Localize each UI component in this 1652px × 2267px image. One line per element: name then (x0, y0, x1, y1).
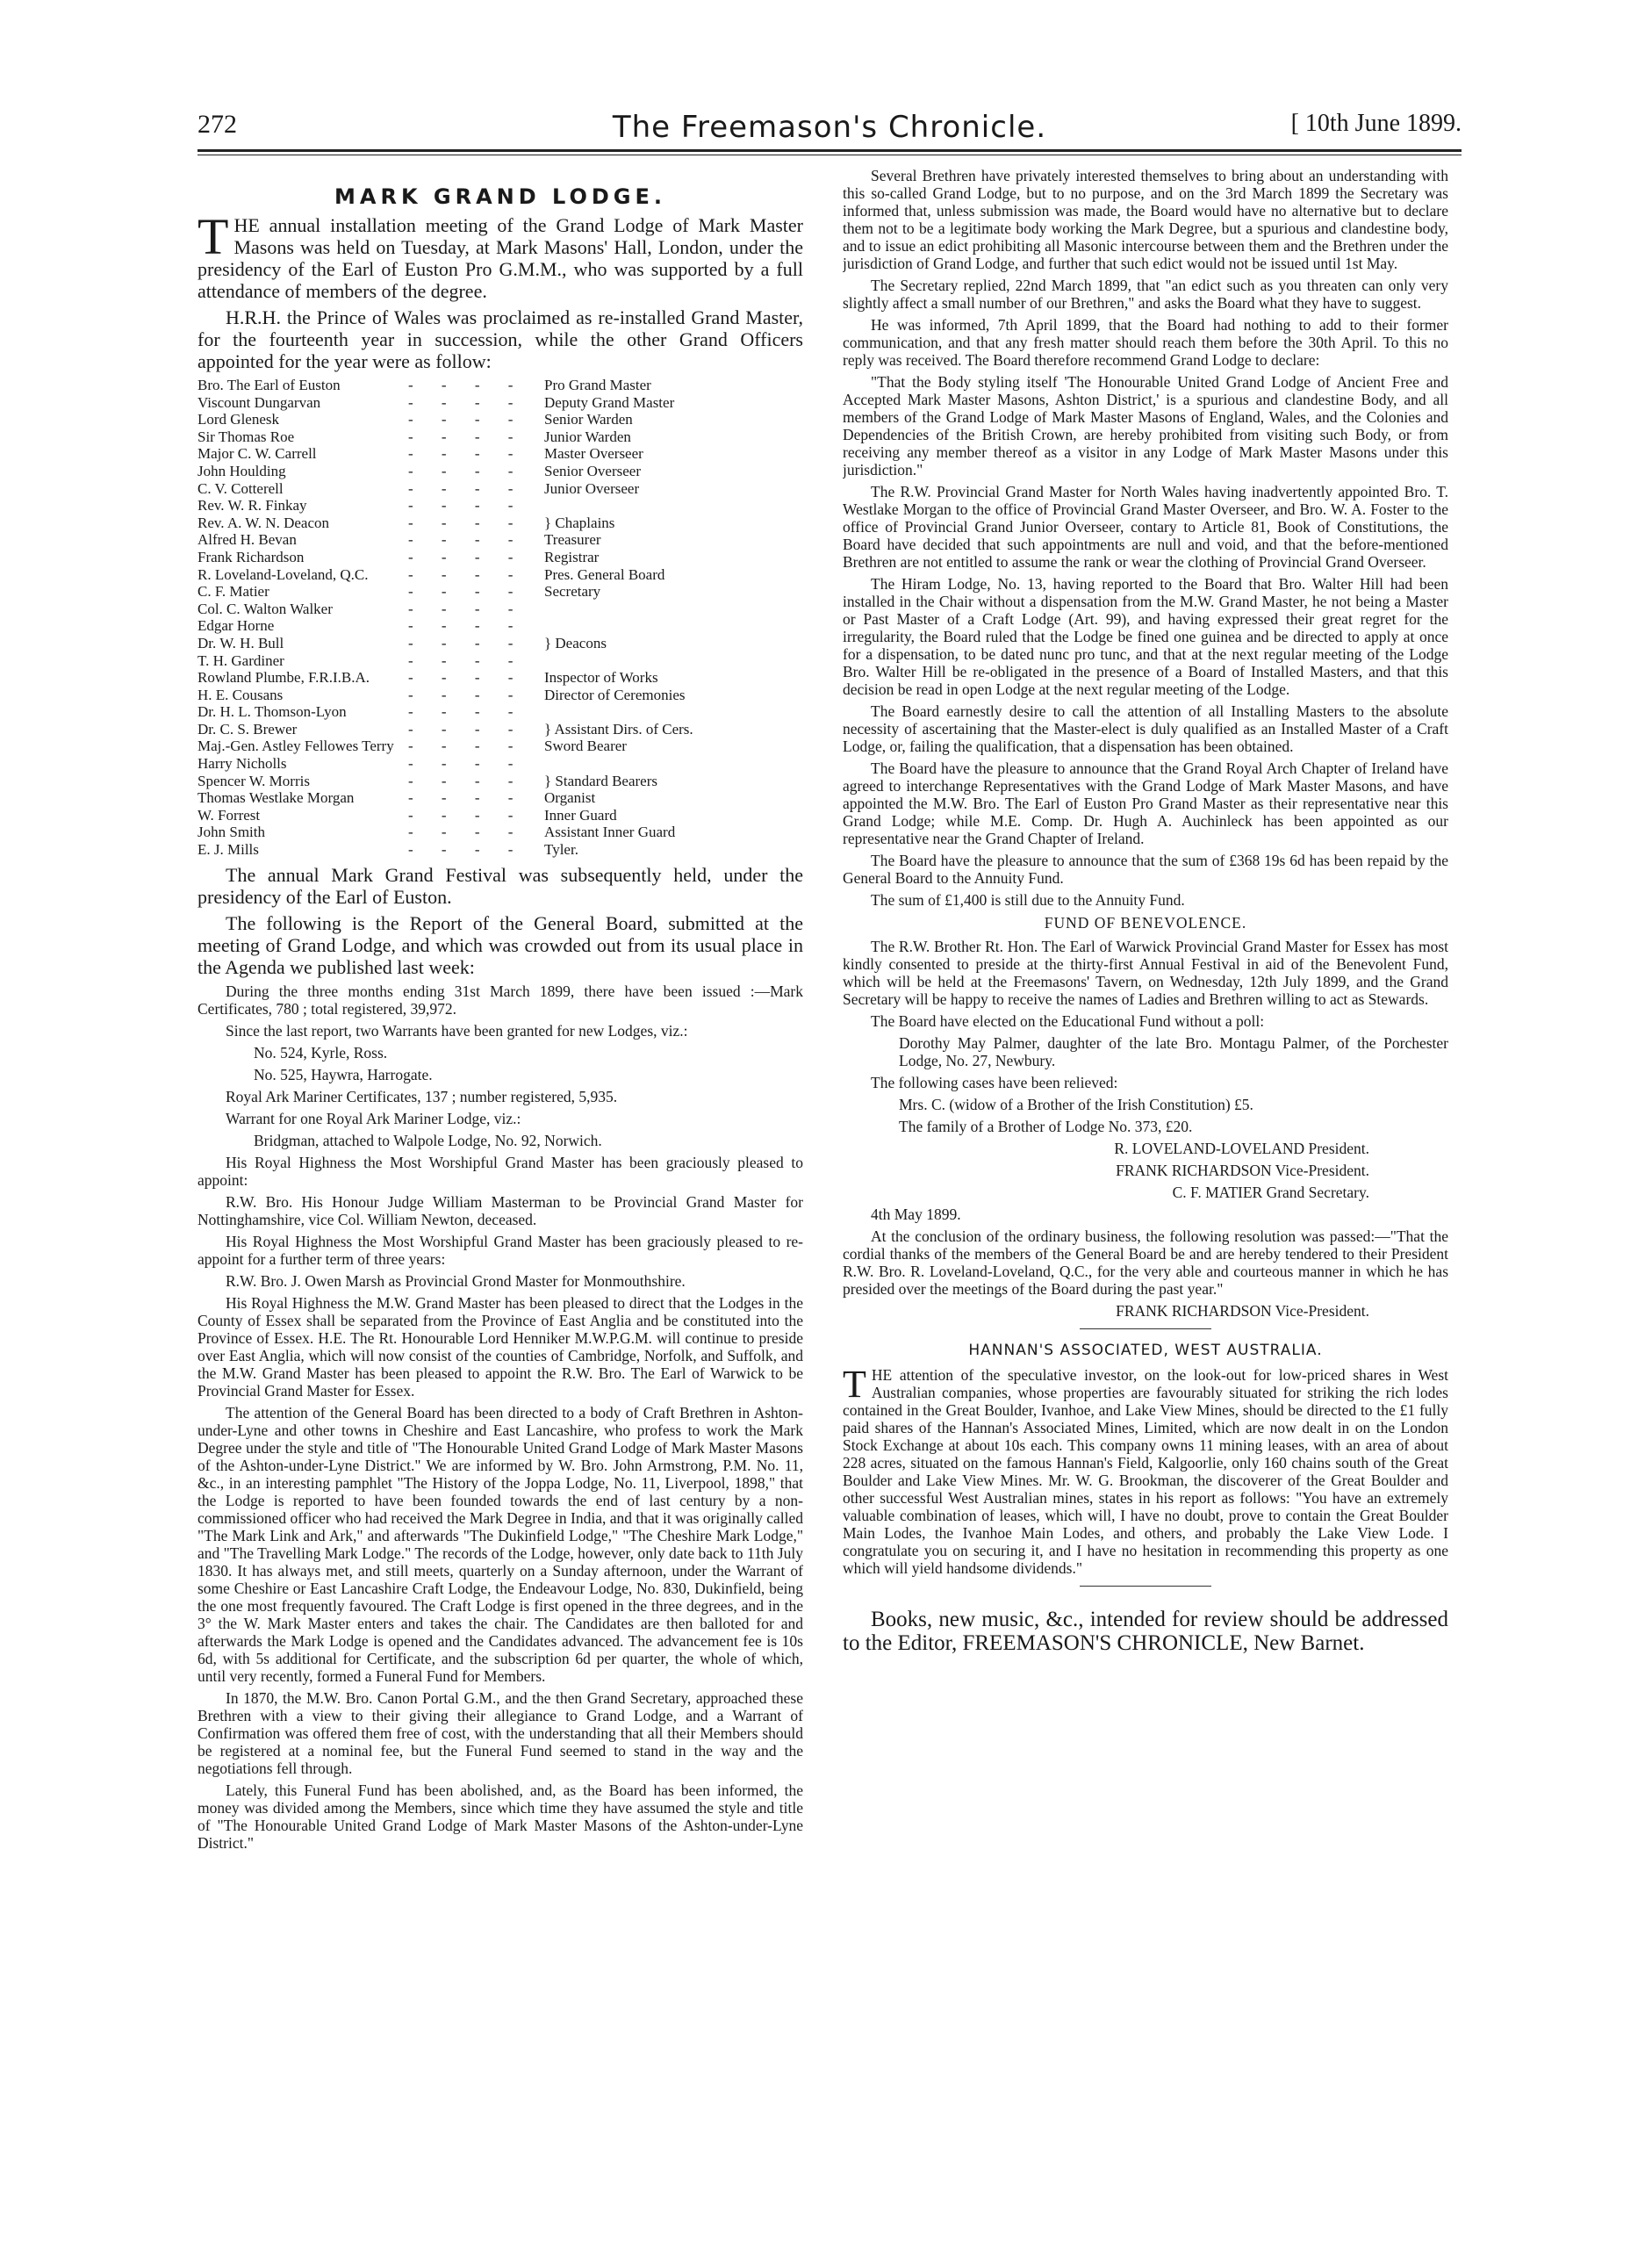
officer-office: Organist (544, 789, 596, 807)
report-paragraph: The Board have the pleasure to announce that the sum of £368 19s 6d has been repaid by the General Board to the Annuity Fund. (843, 852, 1448, 887)
leader-dashes: - - - - (408, 514, 526, 531)
report-right-text (843, 167, 1448, 909)
page-number: 272 (198, 110, 237, 139)
officer-office: Inspector of Works (544, 669, 658, 687)
officer-row (198, 463, 803, 480)
report-intro-paragraph: The following is the Report of the General Board, submitted at the meeting of Grand Lodge, and which was crowded out from its usual place in the Agenda we published last week: (198, 911, 803, 978)
resolution-signature: FRANK RICHARDSON Vice-President. (1116, 1302, 1369, 1320)
officer-name: Dr. C. S. Brewer (198, 720, 298, 738)
officer-name: Frank Richardson (198, 548, 305, 565)
hannans-heading: HANNAN'S ASSOCIATED, WEST AUSTRALIA. (968, 1342, 1323, 1359)
leader-dashes: - - - - (408, 393, 526, 411)
officer-row (198, 445, 803, 463)
leader-dashes: - - - - (408, 772, 526, 789)
officer-name: Viscount Dungarvan (198, 393, 321, 411)
leader-dashes: - - - - (408, 462, 526, 479)
report-paragraph: Warrant for one Royal Ark Mariner Lodge, viz.: (226, 1109, 521, 1127)
leader-dashes: - - - - (408, 377, 526, 393)
officer-name: Dr. H. L. Thomson-Lyon (198, 703, 347, 721)
officer-row (198, 531, 803, 549)
officer-name: T. H. Gardiner (198, 651, 284, 669)
leader-dashes: - - - - (408, 548, 526, 565)
report-paragraph: In 1870, the M.W. Bro. Canon Portal G.M., and the then Grand Secretary, approached these Brethren with a view to their giving their allegiance to Grand Lodge, and a Warrant of Confirmation was offered them free of cost, with the understanding that all their Members should be registered at a nominal fee, but the Funeral Fund seemed to stand in the way and the negotiations fell through. (198, 1688, 803, 1777)
officer-row (198, 738, 803, 755)
leader-dashes: - - - - (408, 686, 526, 703)
officer-row (198, 549, 803, 566)
officer-row (198, 773, 803, 790)
officer-row (198, 669, 803, 687)
hannans-paragraph: THE attention of the speculative investor, on the look-out for low-priced shares in West Australian companies, whose properties are favourably situated for striking the rich lodes contained in the Great Boulder, Ivanhoe, and Lake View Mines, should be directed to the £1 fully paid shares of the Hannan's Associated Mines, Limited, which are now dealt in on the London Stock Exchange at about 10s each. This company owns 11 mining leases, with an area of about 228 acres, situated on the famous Hannan's Field, Kalgoorlie, only 160 chains south of the Great Boulder and Lake View Mines. Mr. W. G. Brookman, the discoverer of the Great Boulder and other successful West Australian mines, states in his report as follows: "You have an extremely valuable combination of leases, which will, I have no doubt, prove to contain the Great Boulder Main Lodes, the Ivanhoe Main Lodes, and others, and probably the Lake View Lode. I congratulate you on securing it, and I have no hesitation in recommending this property as one which will yield handsome dividends." (843, 1363, 1448, 1577)
officer-row (198, 515, 803, 532)
newspaper-title: The Freemason's Chronicle. (612, 110, 1047, 145)
officer-office: Director of Ceremonies (544, 686, 686, 703)
report-paragraph: The attention of the General Board has been directed to a body of Craft Brethren in Ashton-under-Lyne and other towns in Cheshire and East Lancashire, who profess to work the Mark Degree under the style and title of "The Honourable United Grand Lodge of Mark Master Masons of the Ashton-under-Lyne District." We are informed by W. Bro. John Armstrong, P.M. No. 11, &c., in an interesting pamphlet "The History of the Joppa Lodge, No. 11, Liverpool, 1898," that the Lodge is reported to have been founded towards the end of last century by a non-commissioned officer who had received the Mark Degree in India, and that it was originally called "The Mark Link and Ark," and afterwards "The Dukinfield Lodge," "The Cheshire Mark Lodge," and "The Travelling Mark Lodge." The records of the Lodge, however, only date back to 11th July 1830. It has always met, and still meets, quarterly on a Sunday afternoon, under the Warrant of some Cheshire or East Lancashire Craft Lodge, the Endeavour Lodge, No. 830, Dukinfield, being the one most frequently favoured. The Craft Lodge is first opened in the three degrees, and in the 3° the W. Mark Master enters and takes the chair. The Candidates are then balloted for and afterwards the Mark Lodge is opened and the Candidates advanced. The advancement fee is 10s 6d, with 5s additional for Certificate, and the subscription 6d per quarter, the whole of which, until very recently, formed a Funeral Fund for Members. (198, 1403, 803, 1685)
officer-office (544, 601, 803, 618)
officer-row (198, 480, 803, 498)
officer-row (198, 377, 803, 394)
fund-paragraph: The family of a Brother of Lodge No. 373, £20. (899, 1118, 1193, 1135)
leader-dashes: - - - - (408, 411, 526, 428)
officer-office: Junior Warden (544, 428, 631, 445)
officer-office: Registrar (544, 548, 600, 565)
sign-date: 4th May 1899. (871, 1205, 961, 1223)
officer-row (198, 703, 803, 721)
report-paragraph: R.W. Bro. His Honour Judge William Masterman to be Provincial Grand Master for Nottinghamshire, vice Col. William Newton, deceased. (198, 1192, 803, 1228)
officer-office (544, 617, 803, 635)
report-paragraph: His Royal Highness the M.W. Grand Master has been pleased to direct that the Lodges in the County of Essex shall be separated from the Province of East Anglia and be constituted into the Province of Essex. H.E. The Rt. Honourable Lord Henniker M.W.P.G.M. will continue to preside over East Anglia, which will now consist of the counties of Cambridge, Norfolk, and Suffolk, and the M.W. Grand Master has been pleased to appoint the R.W. Bro. The Earl of Warwick to be Provincial Grand Master for Essex. (198, 1293, 803, 1400)
leader-dashes: - - - - (408, 841, 526, 859)
officer-name: C. V. Cotterell (198, 479, 284, 497)
report-paragraph: His Royal Highness the Most Worshipful Grand Master has been graciously pleased to re-appoint for a further term of three years: (198, 1232, 803, 1268)
fund-heading: FUND OF BENEVOLENCE. (1044, 914, 1247, 932)
leader-dashes: - - - - (408, 824, 526, 841)
leader-dashes: - - - - (408, 738, 526, 755)
drop-cap: T (843, 1363, 866, 1406)
report-paragraph: Bridgman, attached to Walpole Lodge, No. 92, Norwich. (254, 1131, 602, 1149)
officer-office (544, 755, 803, 773)
proclamation-paragraph: H.R.H. the Prince of Wales was proclaimed as re-installed Grand Master, for the fourteenth year in succession, while the other Grand Officers appointed for the year were as follow: (198, 306, 803, 372)
fund-paragraph: Dorothy May Palmer, daughter of the late Bro. Montagu Palmer, of the Porchester Lodge, No. 27, Newbury. (899, 1034, 1448, 1069)
officer-row (198, 687, 803, 704)
leader-dashes: - - - - (408, 651, 526, 669)
officer-name: W. Forrest (198, 806, 261, 824)
drop-cap: T (198, 208, 229, 265)
officer-office: } Chaplains (544, 514, 615, 531)
officer-name: Rev. W. R. Finkay (198, 497, 307, 515)
fund-paragraph: The Board have elected on the Educational Fund without a poll: (871, 1012, 1265, 1030)
officer-row (198, 428, 803, 446)
officer-row (198, 497, 803, 515)
officer-office: Sword Bearer (544, 738, 627, 755)
officer-name: Bro. The Earl of Euston (198, 377, 341, 393)
officer-row (198, 807, 803, 824)
officer-office (544, 703, 803, 721)
report-paragraph: Lately, this Funeral Fund has been abolished, and, as the Board has been informed, the money was divided among the Members, since which time they have assumed the style and title of "The Honourable United Grand Lodge of Mark Master Masons of the Ashton-under-Lyne District." (198, 1781, 803, 1852)
fund-paragraph: The R.W. Brother Rt. Hon. The Earl of Warwick Provincial Grand Master for Essex has most kindly consented to preside at the thirty-first Annual Festival in aid of the Benevolent Fund, which will be held at the Freemasons' Tavern, on Wednesday, 12th July 1899, and the Grand Secretary will be happy to receive the names of Ladies and Brethren willing to act as Stewards. (843, 938, 1448, 1008)
officer-name: Major C. W. Carrell (198, 445, 317, 463)
leader-dashes: - - - - (408, 755, 526, 773)
officer-office: Tyler. (544, 841, 578, 859)
leader-dashes: - - - - (408, 445, 526, 463)
officer-row (198, 601, 803, 618)
leader-dashes: - - - - (408, 703, 526, 721)
officer-office: Pres. General Board (544, 565, 665, 583)
officer-office (544, 497, 803, 515)
officer-name: R. Loveland-Loveland, Q.C. (198, 565, 369, 583)
leader-dashes: - - - - (408, 583, 526, 601)
officer-name: Dr. W. H. Bull (198, 634, 284, 651)
report-paragraph: The R.W. Provincial Grand Master for North Wales having inadvertently appointed Bro. T. Westlake Morgan to the office of Provincial Grand Master Overseer, and Bro. W. A. Foster to the office of Provincial Grand Junior Overseer, contary to Article 81, Book of Constitutions, the Board have decided that such appointments are null and void, and that the before-mentioned Brethren are not entitled to assume the rank or wear the clothing of Provincial Grand Overseer. (843, 483, 1448, 571)
intro-paragraph: THE annual installation meeting of the Grand Lodge of Mark Master Masons was held on Tuesday, at Mark Masons' Hall, London, under the presidency of the Earl of Euston Pro G.M.M., who was supported by a full attendance of members of the degree. (198, 208, 803, 302)
officer-office: Assistant Inner Guard (544, 824, 676, 841)
resolution-paragraph: At the conclusion of the ordinary business, the following resolution was passed:—"That the cordial thanks of the members of the General Board be and are hereby tendered to their President R.W. Bro. R. Loveland-Loveland, Q.C., for the very able and courteous manner in which he has presided over the meetings of the Board during the past year." (843, 1227, 1448, 1298)
report-paragraph: The Board earnestly desire to call the attention of all Installing Masters to the absolute necessity of ascertaining that the Master-elect is duly qualified as an Installed Master of a Craft Lodge, or, failing the qualification, that a dispensation has been obtained. (843, 702, 1448, 755)
officer-office: Senior Overseer (544, 462, 641, 479)
officer-name: E. J. Mills (198, 841, 259, 859)
report-paragraph: The Secretary replied, 22nd March 1899, that "an edict such as you threaten can only very slightly affect a small number of our Brethren," and asks the Board what they have to suggest. (843, 277, 1448, 312)
officer-name: Harry Nicholls (198, 755, 287, 773)
officer-name: Thomas Westlake Morgan (198, 789, 355, 807)
officer-office: Junior Overseer (544, 479, 640, 497)
officer-row (198, 789, 803, 807)
leader-dashes: - - - - (408, 720, 526, 738)
right-column (843, 167, 1448, 2213)
officers-list (198, 377, 803, 859)
officer-row (198, 394, 803, 412)
leader-dashes: - - - - (408, 634, 526, 651)
leader-dashes: - - - - (408, 497, 526, 515)
leader-dashes: - - - - (408, 565, 526, 583)
officer-office: Treasurer (544, 531, 601, 549)
officer-name: Col. C. Walton Walker (198, 600, 333, 617)
section-rule (1080, 1586, 1211, 1587)
festival-paragraph: The annual Mark Grand Festival was subsequently held, under the presidency of the Earl of Euston. (198, 863, 803, 908)
officer-name: Maj.-Gen. Astley Fellowes Terry (198, 738, 394, 755)
officer-name: Spencer W. Morris (198, 772, 310, 789)
article-heading: MARK GRAND LODGE. (334, 184, 666, 209)
report-paragraph: No. 524, Kyrle, Ross. (254, 1043, 388, 1062)
officer-office: Deputy Grand Master (544, 393, 675, 411)
report-paragraph: The Hiram Lodge, No. 13, having reported to the Board that Bro. Walter Hill had been installed in the Chair without a dispensation from the M.W. Grand Master, he not being a Master or Past Master of a Craft Lodge (Art. 99), and having expressed their great regret for the irregularity, the Board ruled that the Lodge be fined one guinea and be directed to apply at once for a dispensation, to be dated nunc pro tunc, and that at the next regular meeting of the Lodge Bro. Walter Hill be re-obligated in the presence of a Board of Installed Masters, and that this decision be read in open Lodge at the next regular meeting of the Lodge. (843, 575, 1448, 698)
officer-row (198, 721, 803, 738)
officer-row (198, 411, 803, 428)
leader-dashes: - - - - (408, 600, 526, 617)
officer-name: Lord Glenesk (198, 411, 280, 428)
leader-dashes: - - - - (408, 789, 526, 807)
signature-line: R. LOVELAND-LOVELAND President. (1114, 1140, 1369, 1157)
officer-row (198, 824, 803, 841)
signatures (843, 1140, 1448, 1201)
report-paragraph: R.W. Bro. J. Owen Marsh as Provincial Grond Master for Monmouthshire. (226, 1271, 686, 1290)
review-note: Books, new music, &c., intended for review should be addressed to the Editor, FREEMASON'S CHRONICLE, New Barnet. (843, 1608, 1448, 1655)
officer-office: } Assistant Dirs. of Cers. (544, 720, 693, 738)
officer-row (198, 566, 803, 584)
officer-office: Inner Guard (544, 806, 617, 824)
report-paragraph: During the three months ending 31st March 1899, there have been issued :—Mark Certificates, 780 ; total registered, 39,972. (198, 982, 803, 1018)
fund-paragraph: The following cases have been relieved: (871, 1074, 1118, 1091)
officer-name: C. F. Matier (198, 583, 269, 601)
report-paragraph: The sum of £1,400 is still due to the Annuity Fund. (871, 891, 1185, 909)
officer-name: H. E. Cousans (198, 686, 284, 703)
signature-line: C. F. MATIER Grand Secretary. (1172, 1184, 1369, 1201)
officer-office: Master Overseer (544, 445, 643, 463)
officer-row (198, 617, 803, 635)
left-column (198, 167, 803, 2213)
officer-name: Edgar Horne (198, 617, 275, 635)
officer-office: } Deacons (544, 634, 607, 651)
officer-name: John Smith (198, 824, 265, 841)
header-rule (198, 149, 1462, 152)
officer-name: John Houlding (198, 462, 286, 479)
report-paragraph: Several Brethren have privately interested themselves to bring about an understanding with this so-called Grand Lodge, but to no purpose, and on the 3rd March 1899 the Secretary was informed that, unless submission was made, the Board would have no alternative but to declare them not to be a legitimate body working the Mark Degree, but a spurious and clandestine body, and to issue an edict prohibiting all Masonic intercourse between them and the Brethren under the jurisdiction of Grand Lodge, and further that such edict would not be issued until 1st May. (843, 167, 1448, 272)
report-paragraph: The Board have the pleasure to announce that the Grand Royal Arch Chapter of Ireland have agreed to interchange Representatives with the Grand Lodge of Mark Master Masons, and have appointed the M.W. Bro. The Earl of Euston Pro Grand Master as their representative near this Grand Lodge; while M.E. Comp. Dr. Hugh A. Auchinleck has been appointed as our representative near the Grand Chapter of Ireland. (843, 759, 1448, 847)
signature-line: FRANK RICHARDSON Vice-President. (1116, 1162, 1369, 1179)
officer-row (198, 841, 803, 859)
leader-dashes: - - - - (408, 806, 526, 824)
report-paragraph: Royal Ark Mariner Certificates, 137 ; number registered, 5,935. (226, 1087, 618, 1105)
officer-name: Rowland Plumbe, F.R.I.B.A. (198, 669, 370, 687)
fund-text (843, 938, 1448, 1135)
leader-dashes: - - - - (408, 428, 526, 445)
leader-dashes: - - - - (408, 669, 526, 687)
officer-row (198, 652, 803, 670)
officer-row (198, 635, 803, 652)
report-left-text (198, 982, 803, 1852)
officer-row (198, 583, 803, 601)
officer-office: Pro Grand Master (544, 377, 651, 393)
officer-office (544, 652, 803, 670)
leader-dashes: - - - - (408, 479, 526, 497)
officer-office: } Standard Bearers (544, 772, 658, 789)
leader-dashes: - - - - (408, 617, 526, 635)
section-rule (1080, 1328, 1211, 1329)
officer-row (198, 755, 803, 773)
report-paragraph: No. 525, Haywra, Harrogate. (254, 1065, 433, 1083)
issue-date: [ 10th June 1899. (1290, 110, 1462, 137)
report-paragraph: Since the last report, two Warrants have been granted for new Lodges, viz.: (226, 1021, 688, 1040)
fund-paragraph: Mrs. C. (widow of a Brother of the Irish Constitution) £5. (899, 1096, 1253, 1113)
officer-name: Alfred H. Bevan (198, 531, 297, 549)
officer-office: Secretary (544, 583, 601, 601)
page-header (198, 110, 1462, 145)
officer-name: Rev. A. W. N. Deacon (198, 514, 329, 531)
report-paragraph: His Royal Highness the Most Worshipful Grand Master has been graciously pleased to appoint: (198, 1153, 803, 1189)
report-paragraph: "That the Body styling itself 'The Honourable United Grand Lodge of Ancient Free and Accepted Mark Master Masons, Ashton District,' is a spurious and clandestine Body, and all members of the Grand Lodge of Mark Master Masons of England, Wales, and the Colonies and Dependencies of the British Crown, are hereby prohibited from visiting such Body, or from receiving any member thereof as a visitor in any Lodge of Mark Master Masons under this jurisdiction." (843, 373, 1448, 479)
report-paragraph: He was informed, 7th April 1899, that the Board had nothing to add to their former communication, and that any fresh matter should reach them before the 30th April. To this no reply was received. The Board therefore recommend Grand Lodge to declare: (843, 316, 1448, 369)
officer-name: Sir Thomas Roe (198, 428, 295, 445)
officer-office: Senior Warden (544, 411, 633, 428)
leader-dashes: - - - - (408, 531, 526, 549)
